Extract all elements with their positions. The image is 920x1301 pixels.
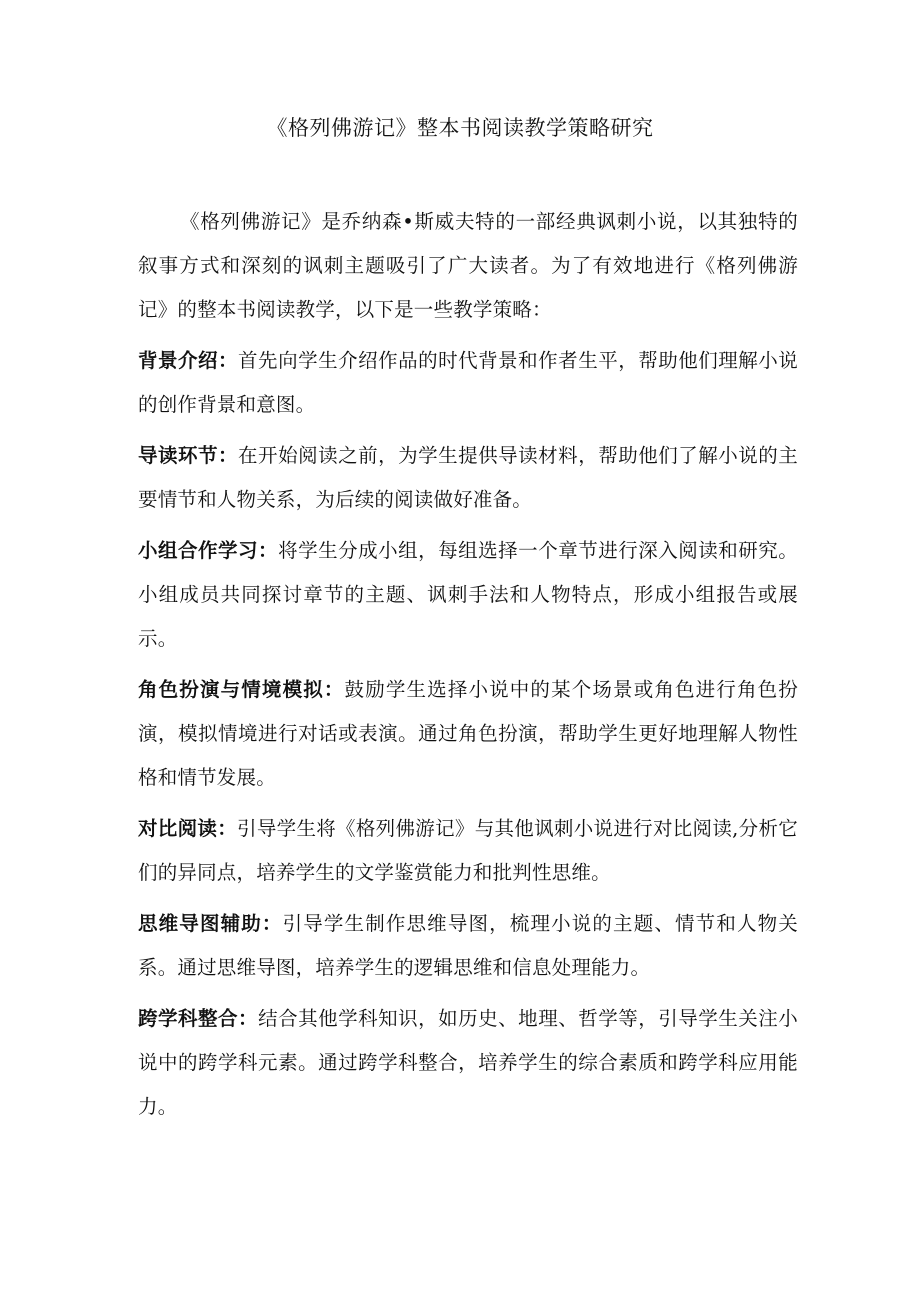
strategy-text: 鼓励学生选择小说中的某个场景或角色进行角色扮演，模拟情境进行对话或表演。通过角色扮演，帮助学生更好地理解人物性格和情节发展。 bbox=[138, 678, 798, 789]
strategy-label: 跨学科整合： bbox=[138, 1007, 259, 1030]
strategy-group-learning bbox=[138, 529, 798, 661]
document-body bbox=[138, 200, 798, 1136]
strategy-label: 角色扮演与情境模拟： bbox=[138, 678, 345, 701]
strategy-label: 导读环节： bbox=[138, 444, 239, 467]
intro-paragraph: 《格列佛游记》是乔纳森•斯威夫特的一部经典讽刺小说，以其独特的叙事方式和深刻的讽刺主题吸引了广大读者。为了有效地进行《格列佛游记》的整本书阅读教学，以下是一些教学策略： bbox=[138, 210, 798, 321]
strategy-mind-map bbox=[138, 902, 798, 990]
page-title: 《格列佛游记》整本书阅读教学策略研究 bbox=[266, 116, 654, 140]
strategy-label: 思维导图辅助： bbox=[138, 912, 283, 935]
strategy-label: 对比阅读： bbox=[138, 817, 238, 840]
strategy-text: 将学生分成小组，每组选择一个章节进行深入阅读和研究。小组成员共同探讨章节的主题、讽刺手法和人物特点，形成小组报告或展示。 bbox=[138, 539, 799, 650]
strategy-guided-reading bbox=[138, 434, 798, 522]
strategy-background bbox=[138, 339, 798, 427]
strategy-label: 背景介绍： bbox=[138, 349, 239, 372]
strategy-text: 引导学生将《格列佛游记》与其他讽刺小说进行对比阅读,分析它们的异同点，培养学生的文学鉴赏能力和批判性思维。 bbox=[138, 817, 798, 884]
strategy-label: 小组合作学习： bbox=[138, 539, 279, 562]
strategy-interdisciplinary bbox=[138, 997, 798, 1129]
strategy-text: 结合其他学科知识，如历史、地理、哲学等，引导学生关注小说中的跨学科元素。通过跨学科整合，培养学生的综合素质和跨学科应用能力。 bbox=[138, 1007, 798, 1118]
strategy-comparative-reading bbox=[138, 807, 798, 895]
strategy-role-play bbox=[138, 668, 798, 800]
strategy-text: 首先向学生介绍作品的时代背景和作者生平，帮助他们理解小说的创作背景和意图。 bbox=[138, 349, 798, 416]
strategy-text: 引导学生制作思维导图，梳理小说的主题、情节和人物关系。通过思维导图，培养学生的逻辑思维和信息处理能力。 bbox=[138, 912, 798, 979]
strategy-text: 在开始阅读之前，为学生提供导读材料，帮助他们了解小说的主要情节和人物关系，为后续的阅读做好准备。 bbox=[138, 444, 798, 511]
